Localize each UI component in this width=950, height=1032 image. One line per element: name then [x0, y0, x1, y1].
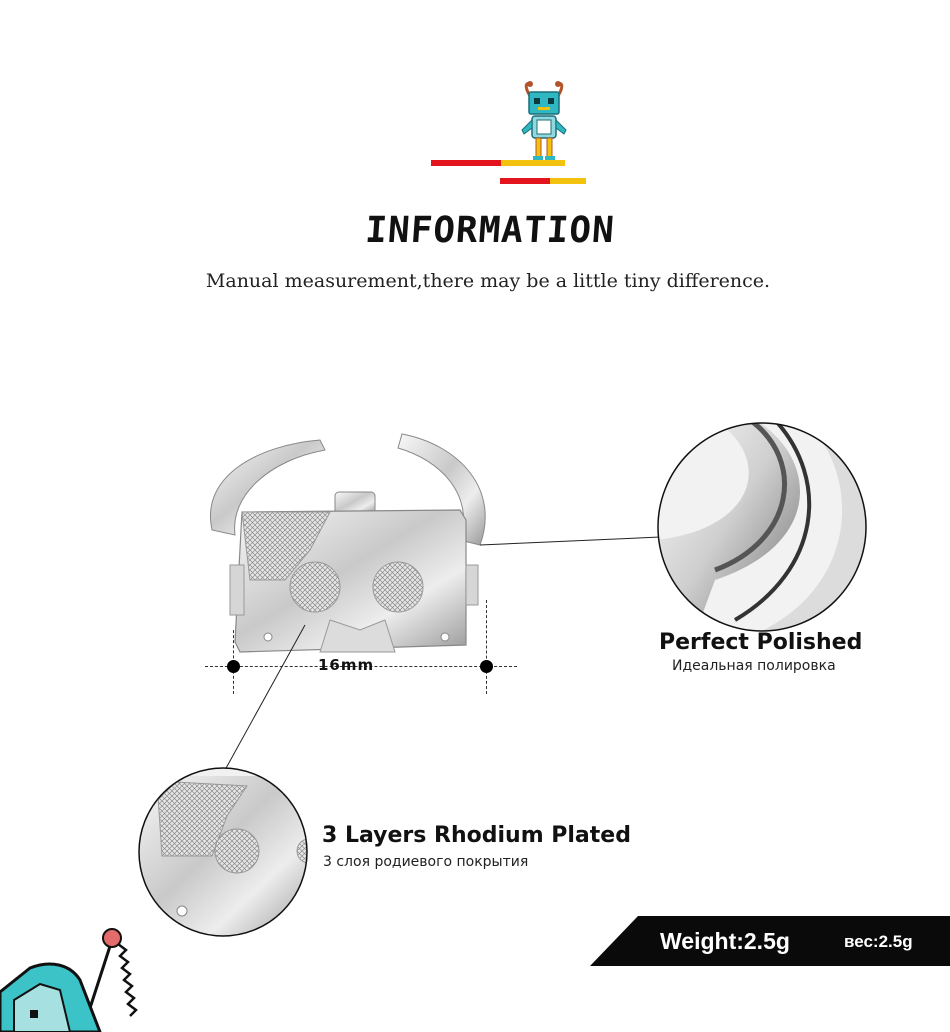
- polished-closeup-image: [655, 420, 869, 634]
- plated-closeup-image: [137, 766, 309, 938]
- polished-subtitle: Идеальная полировка: [672, 658, 836, 674]
- polished-title: Perfect Polished: [659, 630, 863, 655]
- page-subtitle: Manual measurement,there may be a little tiny difference.: [205, 270, 771, 292]
- weight-label: Weight:2.5g: [660, 928, 790, 954]
- measure-label: 16mm: [318, 656, 375, 674]
- page-title: INFORMATION: [363, 210, 617, 251]
- robot-antenna-icon: [0, 920, 200, 1032]
- weight-label-ru: вес:2.5g: [844, 932, 913, 951]
- plated-title: 3 Layers Rhodium Plated: [322, 823, 631, 848]
- plated-subtitle: 3 слоя родиевого покрытия: [323, 854, 529, 870]
